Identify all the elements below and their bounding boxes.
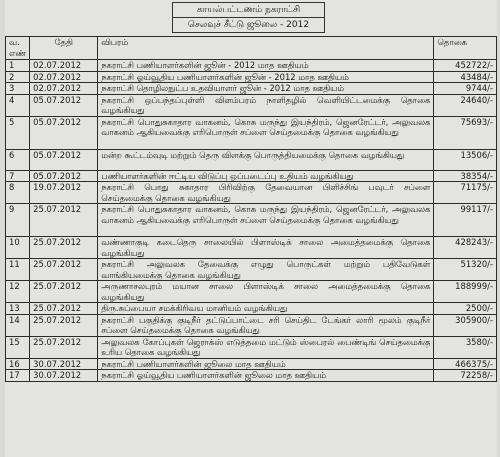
column-header-description: விபரம்: [98, 37, 434, 60]
cell-serial: 15: [6, 336, 30, 358]
table-row: [6, 358, 497, 370]
cell-amount: 75693/-: [434, 116, 497, 149]
cell-date: 25.07.2012: [30, 259, 98, 281]
cell-serial: 3: [6, 83, 30, 95]
cell-serial: 6: [6, 149, 30, 170]
cell-amount: 43484/-: [434, 71, 497, 83]
table-header-row: [6, 37, 497, 60]
cell-amount: 428243/-: [434, 237, 497, 259]
cell-amount: 51320/-: [434, 259, 497, 281]
cell-amount: 305900/-: [434, 314, 497, 336]
cell-serial: 14: [6, 314, 30, 336]
cell-date: 02.07.2012: [30, 71, 98, 83]
cell-serial: 12: [6, 281, 30, 303]
cell-amount: 38354/-: [434, 170, 497, 182]
cell-description: நகராட்சி அலுவலக தேவைக்கு எழுது பொருட்கள் மற்றும் பதிவேடுகள் வாங்கியமைக்கு தொகை வழங்கியது: [98, 259, 434, 281]
cell-amount: 2500/-: [434, 303, 497, 315]
table-row: [6, 83, 497, 95]
cell-description: நகராட்சி பொது சுகாதார பிரிவிற்கு தேவையான பிளிச்சிங் பவுடர் சப்ளை செய்தமைக்கு தொகை வழங்கியது: [98, 182, 434, 204]
cell-description: பணியாளர்களின் ஈட்டிய விடுப்பு ஒப்படைப்பு உதியம் வழங்கியது: [98, 170, 434, 182]
cell-serial: 17: [6, 370, 30, 382]
cell-serial: 5: [6, 116, 30, 149]
cell-description: அருணாசலபுரம் மயான சாலை பிளாஸ்டிக் சாலை அமைத்தமைக்கு தொகை வழங்கியது: [98, 281, 434, 303]
table-row: [6, 281, 497, 303]
cell-date: 05.07.2012: [30, 94, 98, 116]
cell-date: 30.07.2012: [30, 358, 98, 370]
cell-description: நகராட்சி பணியாளர்களின் ஜூன் - 2012 மாத ஊதியம்: [98, 60, 434, 72]
cell-serial: 8: [6, 182, 30, 204]
cell-date: 25.07.2012: [30, 314, 98, 336]
cell-amount: 99117/-: [434, 204, 497, 237]
table-row: [6, 149, 497, 170]
table-row: [6, 314, 497, 336]
cell-date: 25.07.2012: [30, 336, 98, 358]
cell-date: 05.07.2012: [30, 149, 98, 170]
table-row: [6, 303, 497, 315]
table-row: [6, 204, 497, 237]
cell-description: நகராட்சி பணியாளர்களின் ஜூலை மாத ஊதியம்: [98, 358, 434, 370]
cell-description: மன்ற கூட்டம்வுடி மற்றும் தெரு விளக்கு பொருத்தியமைக்கு தொகை வழங்கியது: [98, 149, 434, 170]
cell-serial: 2: [6, 71, 30, 83]
cell-amount: 13506/-: [434, 149, 497, 170]
table-row: [6, 336, 497, 358]
cell-amount: 466375/-: [434, 358, 497, 370]
document-title: காயல்பட்டணம் நகராட்சி: [172, 2, 325, 18]
cell-date: 19.07.2012: [30, 182, 98, 204]
cell-description: வண்ணாகுடி கடைதெரு சாலையில் பிளாஸ்டிக் சாலை அமைத்தமைக்கு தொகை வழங்கியது: [98, 237, 434, 259]
column-header-amount: தொகை: [434, 37, 497, 60]
cell-amount: 9744/-: [434, 83, 497, 95]
cell-amount: 24640/-: [434, 94, 497, 116]
cell-description: நகராட்சி பகுதிக்கு குடிநீர் தட்டுப்பாட்டை சரி செய்திட டேங்கர் லாரி மூலம் குடிநீர் சப்ளை செய்தமைக்கு தொகை வழங்கியது: [98, 314, 434, 336]
document-page: [5, 0, 497, 457]
table-row: [6, 370, 497, 382]
cell-serial: 13: [6, 303, 30, 315]
cell-description: நகராட்சி ஓய்வூதிய பணியாளர்களின் ஜூலை மாத ஊதியம்: [98, 370, 434, 382]
cell-amount: 72258/-: [434, 370, 497, 382]
table-row: [6, 170, 497, 182]
cell-date: 30.07.2012: [30, 370, 98, 382]
cell-date: 25.07.2012: [30, 237, 98, 259]
document-subtitle: செலவுச் சீட்டு ஜூலை - 2012: [172, 17, 325, 33]
cell-amount: 71175/-: [434, 182, 497, 204]
cell-serial: 9: [6, 204, 30, 237]
cell-serial: 4: [6, 94, 30, 116]
cell-amount: 3580/-: [434, 336, 497, 358]
table-row: [6, 94, 497, 116]
cell-date: 25.07.2012: [30, 281, 98, 303]
cell-description: நகராட்சி பொதுசுகாதார வாகனம், கொசு மருந்து இயந்திரம், ஜெனரேட்டர், அலுவலக வாகனம் ஆகியவைக்கு எரிபொருள் சப்ளை செய்தமைக்கு தொகை வழங்கியது: [98, 116, 434, 149]
cell-amount: 452722/-: [434, 60, 497, 72]
cell-date: 02.07.2012: [30, 83, 98, 95]
column-header-date: தேதி: [30, 37, 98, 60]
cell-description: அலுவலக கோப்புகள் ஜெராக்ஸ் எடுத்தமை மட்டும் ஸ்பைரல் பைண்டிங் செய்தமைக்கு உரிய தொகை வழங்கியது: [98, 336, 434, 358]
cell-serial: 16: [6, 358, 30, 370]
table-row: [6, 237, 497, 259]
cell-date: 05.07.2012: [30, 170, 98, 182]
cell-date: 05.07.2012: [30, 116, 98, 149]
table-row: [6, 116, 497, 149]
cell-description: நகராட்சி தொழிலநுட்ப உதவியாளர் ஜூன் - 2012 மாத ஊதியம்: [98, 83, 434, 95]
cell-date: 25.07.2012: [30, 303, 98, 315]
table-row: [6, 182, 497, 204]
table-row: [6, 71, 497, 83]
expense-table: [5, 36, 497, 382]
cell-serial: 11: [6, 259, 30, 281]
column-header-serial: வ. எண்: [6, 37, 30, 60]
cell-date: 02.07.2012: [30, 60, 98, 72]
cell-amount: 188999/-: [434, 281, 497, 303]
cell-description: நகராட்சி ஒப்பந்தப்புள்ளி விளம்பரம் நாளிதழில் வெளியிட்டமைக்கு தொகை வழங்கியது: [98, 94, 434, 116]
cell-description: திரு.சுப்பையா சமக்கிரிவய மானியம் வழங்கியது: [98, 303, 434, 315]
cell-serial: 10: [6, 237, 30, 259]
cell-description: நகராட்சி பொதுசுகாதார வாகனம், கொசு மருந்து இயந்திரம், ஜெனரேட்டர், அலுவலக வாகனம் ஆகியவைக்கு எரிபொருள் சப்ளை செய்தமைக்கு தொகை வழங்கியது: [98, 204, 434, 237]
cell-description: நகராட்சி ஓய்வூதிய பணியாளர்களின் ஜூன் - 2012 மாத ஊதியம்: [98, 71, 434, 83]
table-row: [6, 259, 497, 281]
cell-date: 25.07.2012: [30, 204, 98, 237]
cell-serial: 1: [6, 60, 30, 72]
table-row: [6, 60, 497, 72]
cell-serial: 7: [6, 170, 30, 182]
